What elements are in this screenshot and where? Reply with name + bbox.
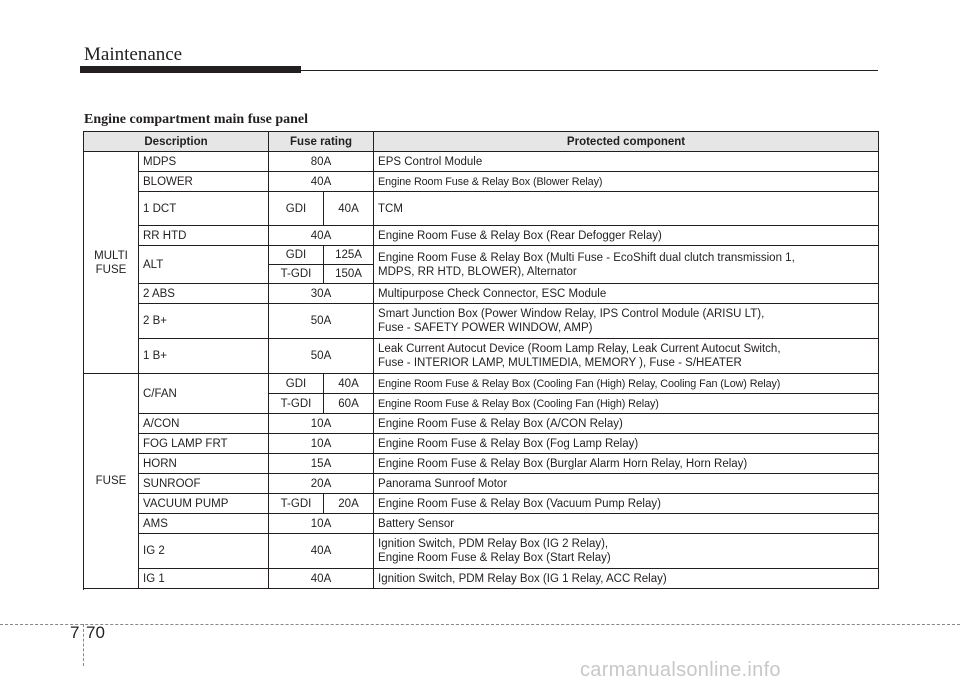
fuse-rating: 40A bbox=[324, 192, 374, 226]
column-header-protected-component: Protected component bbox=[374, 132, 879, 152]
table-row bbox=[84, 434, 879, 454]
fuse-rating: 10A bbox=[269, 514, 374, 534]
table-row bbox=[84, 192, 879, 226]
engine-type: T-GDI bbox=[269, 394, 324, 414]
footer-rule bbox=[0, 624, 960, 625]
fuse-rating: 40A bbox=[269, 534, 374, 569]
table-row bbox=[84, 339, 879, 374]
fuse-rating: 10A bbox=[269, 414, 374, 434]
page-header-title: Maintenance bbox=[84, 44, 183, 65]
column-header-fuse-rating: Fuse rating bbox=[269, 132, 374, 152]
fuse-name: C/FAN bbox=[139, 374, 269, 414]
fuse-rating: 40A bbox=[269, 172, 374, 192]
protected-component: Engine Room Fuse & Relay Box (Blower Relay) bbox=[374, 172, 879, 192]
fuse-name: 2 ABS bbox=[139, 284, 269, 304]
component-line: Engine Room Fuse & Relay Box (Start Relay) bbox=[378, 552, 611, 564]
component-line: MDPS, RR HTD, BLOWER), Alternator bbox=[378, 265, 577, 278]
fuse-rating: 60A bbox=[324, 394, 374, 414]
engine-type: GDI bbox=[269, 374, 324, 394]
protected-component: Engine Room Fuse & Relay Box (Burglar Alarm Horn Relay, Horn Relay) bbox=[374, 454, 879, 474]
group-label-line: MULTI bbox=[94, 249, 128, 262]
fuse-name: RR HTD bbox=[139, 226, 269, 246]
table-row bbox=[84, 246, 879, 265]
table-row bbox=[84, 172, 879, 192]
fuse-name: 1 DCT bbox=[139, 192, 269, 226]
protected-component: EPS Control Module bbox=[374, 152, 879, 172]
footer-divider bbox=[83, 624, 84, 666]
protected-component: Engine Room Fuse & Relay Box (A/CON Relay) bbox=[374, 414, 879, 434]
fuse-rating: 10A bbox=[269, 434, 374, 454]
protected-component: Engine Room Fuse & Relay Box (Fog Lamp Relay) bbox=[374, 434, 879, 454]
protected-component: Engine Room Fuse & Relay Box (Cooling Fan (High) Relay, Cooling Fan (Low) Relay) bbox=[374, 374, 879, 394]
component-line: Engine Room Fuse & Relay Box (Multi Fuse - EcoShift dual clutch transmission 1, bbox=[378, 251, 795, 264]
fuse-rating: 20A bbox=[324, 494, 374, 514]
protected-component: Engine Room Fuse & Relay Box (Rear Defogger Relay) bbox=[374, 226, 879, 246]
fuse-rating: 40A bbox=[269, 226, 374, 246]
table-row bbox=[84, 284, 879, 304]
fuse-rating: 125A bbox=[324, 246, 374, 265]
section-title: Engine compartment main fuse panel bbox=[84, 112, 308, 127]
engine-type: T-GDI bbox=[269, 494, 324, 514]
engine-type: GDI bbox=[269, 192, 324, 226]
component-line: Fuse - INTERIOR LAMP, MULTIMEDIA, MEMORY ), Fuse - S/HEATER bbox=[378, 357, 742, 369]
fuse-rating: 50A bbox=[269, 304, 374, 339]
fuse-name: BLOWER bbox=[139, 172, 269, 192]
protected-component bbox=[374, 534, 879, 569]
fuse-name: FOG LAMP FRT bbox=[139, 434, 269, 454]
table-row bbox=[84, 534, 879, 569]
fuse-rating: 150A bbox=[324, 265, 374, 284]
component-line: Ignition Switch, PDM Relay Box (IG 2 Relay), bbox=[378, 538, 609, 550]
fuse-name: 2 B+ bbox=[139, 304, 269, 339]
protected-component: Ignition Switch, PDM Relay Box (IG 1 Relay, ACC Relay) bbox=[374, 569, 879, 589]
table-row bbox=[84, 569, 879, 589]
table-row bbox=[84, 514, 879, 534]
protected-component: Multipurpose Check Connector, ESC Module bbox=[374, 284, 879, 304]
component-line: Fuse - SAFETY POWER WINDOW, AMP) bbox=[378, 322, 593, 334]
component-line: Smart Junction Box (Power Window Relay, IPS Control Module (ARISU LT), bbox=[378, 308, 765, 320]
group-label-line: FUSE bbox=[95, 263, 127, 276]
protected-component bbox=[374, 304, 879, 339]
fuse-name: A/CON bbox=[139, 414, 269, 434]
protected-component: Engine Room Fuse & Relay Box (Cooling Fan (High) Relay) bbox=[374, 394, 879, 414]
fuse-name: HORN bbox=[139, 454, 269, 474]
component-line: Leak Current Autocut Device (Room Lamp Relay, Leak Current Autocut Switch, bbox=[378, 343, 781, 355]
fuse-rating: 80A bbox=[269, 152, 374, 172]
table-header-row bbox=[84, 132, 879, 152]
engine-type: T-GDI bbox=[269, 265, 324, 284]
watermark-text: carmanualsonline.info bbox=[580, 659, 781, 681]
fuse-name: IG 2 bbox=[139, 534, 269, 569]
fuse-rating: 15A bbox=[269, 454, 374, 474]
chapter-number: 7 bbox=[70, 623, 80, 642]
engine-type: GDI bbox=[269, 246, 324, 265]
protected-component: Engine Room Fuse & Relay Box (Vacuum Pump Relay) bbox=[374, 494, 879, 514]
group-label-multi-fuse bbox=[84, 152, 139, 374]
fuse-name: MDPS bbox=[139, 152, 269, 172]
fuse-name: IG 1 bbox=[139, 569, 269, 589]
page-number: 70 bbox=[86, 623, 105, 642]
fuse-name: 1 B+ bbox=[139, 339, 269, 374]
fuse-rating: 20A bbox=[269, 474, 374, 494]
fuse-table bbox=[83, 131, 879, 589]
table-row bbox=[84, 304, 879, 339]
fuse-rating: 50A bbox=[269, 339, 374, 374]
protected-component: TCM bbox=[374, 192, 879, 226]
table-row bbox=[84, 152, 879, 172]
fuse-name: VACUUM PUMP bbox=[139, 494, 269, 514]
table-row bbox=[84, 494, 879, 514]
table-row bbox=[84, 454, 879, 474]
table-row bbox=[84, 226, 879, 246]
fuse-rating: 40A bbox=[324, 374, 374, 394]
table-row bbox=[84, 414, 879, 434]
fuse-rating: 40A bbox=[269, 569, 374, 589]
fuse-name: AMS bbox=[139, 514, 269, 534]
group-label-fuse: FUSE bbox=[84, 374, 139, 589]
protected-component bbox=[374, 246, 879, 284]
header-bar bbox=[80, 66, 301, 73]
header-rule bbox=[301, 70, 878, 71]
table-row bbox=[84, 474, 879, 494]
table-row bbox=[84, 374, 879, 394]
fuse-name: ALT bbox=[139, 246, 269, 284]
protected-component: Panorama Sunroof Motor bbox=[374, 474, 879, 494]
fuse-rating: 30A bbox=[269, 284, 374, 304]
protected-component: Battery Sensor bbox=[374, 514, 879, 534]
column-header-description: Description bbox=[84, 132, 269, 152]
protected-component bbox=[374, 339, 879, 374]
fuse-name: SUNROOF bbox=[139, 474, 269, 494]
